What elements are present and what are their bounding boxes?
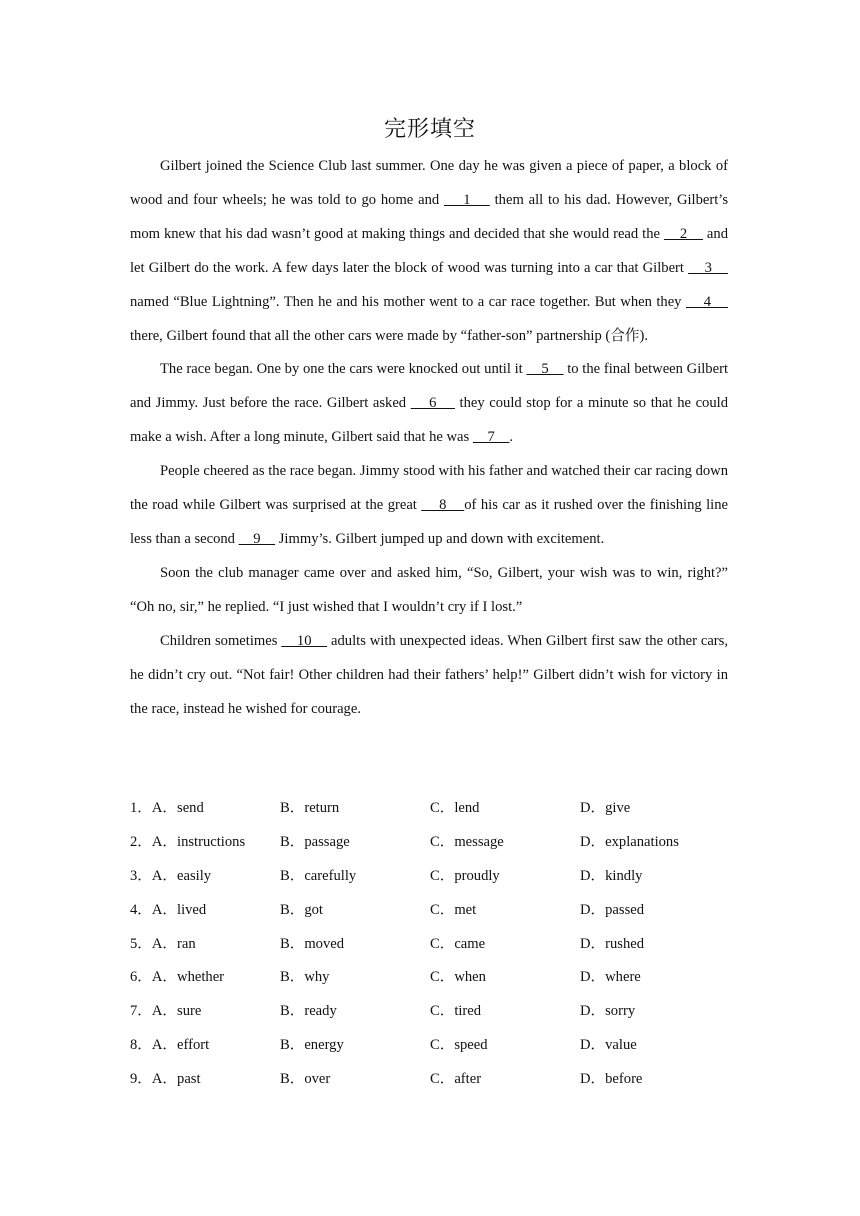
page-title: 完形填空 [383, 117, 476, 142]
passage-text: to the final between Gilbert and Jimmy. Just before the race. Gilbert asked [130, 361, 728, 412]
question-row [130, 826, 730, 860]
option-c: C．came [430, 935, 486, 952]
paragraph-2 [130, 353, 728, 455]
option-d: D．rushed [580, 935, 645, 952]
option-c: C．tired [430, 1003, 482, 1020]
question-row [130, 792, 730, 826]
option-c: C．after [430, 1071, 482, 1088]
option-d: D．sorry [580, 1003, 636, 1020]
question-row [130, 1029, 730, 1063]
option-c: C．when [430, 969, 486, 986]
option-c: C．met [430, 901, 477, 918]
paragraph-3 [130, 455, 728, 557]
passage-text: and let Gilbert do the work. A few days later the block of wood was turning into a car that Gilbert [130, 225, 728, 276]
option-c: C．proudly [430, 867, 500, 884]
option-b: B．why [280, 969, 330, 986]
option-a: 4．A．lived [130, 901, 207, 918]
question-row [130, 928, 730, 962]
blank-8: 8 [421, 497, 465, 514]
option-a: 6．A．whether [130, 969, 225, 986]
option-a: 7．A．sure [130, 1003, 202, 1020]
option-c: C．lend [430, 800, 480, 816]
option-b: B．got [280, 901, 323, 918]
question-row [130, 961, 730, 995]
option-d: D．before [580, 1071, 643, 1088]
passage-text: Children sometimes [160, 632, 282, 649]
blank-2: 2 [663, 225, 703, 242]
question-row [130, 1063, 730, 1097]
option-a: 5．A．ran [130, 935, 196, 952]
option-a: 9．A．past [130, 1071, 201, 1088]
passage-text: Gilbert joined the Science Club last summer. One day he was given a piece of paper, a block of wood and four wheels; he was told to go home and [130, 158, 728, 208]
blank-1: 1 [443, 191, 490, 208]
passage-text: them all to his dad. However, Gilbert’s mom knew that his dad wasn’t good at making things and decided that she would read the [130, 191, 729, 242]
blank-4: 4 [685, 293, 729, 310]
passage-text: there, Gilbert found that all the other cars were made by “father-son” partnership (合作). [130, 327, 648, 344]
question-row [130, 860, 730, 894]
option-b: B．moved [280, 935, 345, 952]
passage-text: People cheered as the race began. Jimmy stood with his father and watched their car racing down the road while Gilbert was surprised at the great [130, 463, 728, 514]
option-d: D．where [580, 969, 641, 986]
paragraph-1 [130, 150, 728, 353]
option-b: B．energy [280, 1037, 344, 1054]
blank-6: 6 [410, 395, 455, 412]
option-d: D．explanations [580, 833, 679, 850]
question-row [130, 995, 730, 1029]
option-c: C．speed [430, 1037, 488, 1054]
passage-text: of his car as it rushed over the finishing line less than a second [130, 497, 729, 547]
blank-9: 9 [238, 530, 276, 547]
paragraph-4 [130, 557, 728, 625]
option-d: D．kindly [580, 867, 643, 884]
paragraph-5 [130, 625, 728, 727]
option-a: 3．A．easily [130, 867, 212, 884]
option-b: B．carefully [280, 867, 357, 884]
passage-text: named “Blue Lightning”. Then he and his mother went to a car race together. But when they [130, 293, 686, 310]
option-b: B．ready [280, 1003, 337, 1020]
option-d: D．passed [580, 901, 645, 918]
option-a: 8．A．effort [130, 1037, 210, 1054]
option-b: B．over [280, 1071, 331, 1088]
question-row [130, 894, 730, 928]
passage-text: adults with unexpected ideas. When Gilbert first saw the other cars, he didn’t cry out. “Not fair! Other children had their fathers’ help!” Gilbert didn’t wish for victory in the race, instead he wished for courage. [130, 632, 728, 717]
option-a: 1．A．send [130, 800, 204, 816]
option-d: D．value [580, 1037, 637, 1054]
blank-10: 10 [281, 632, 328, 649]
blank-7: 7 [472, 429, 510, 446]
option-b: B．return [280, 800, 340, 816]
passage-text: The race began. One by one the cars were knocked out until it [160, 361, 527, 378]
passage-text: they could stop for a minute so that he could make a wish. After a long minute, Gilbert said that he was [130, 395, 728, 446]
blank-3: 3 [688, 259, 729, 276]
passage [130, 150, 728, 726]
option-d: D．give [580, 800, 631, 816]
blank-5: 5 [526, 361, 564, 378]
option-a: 2．A．instructions [130, 833, 246, 850]
question-list [130, 792, 730, 1097]
option-b: B．passage [280, 833, 350, 850]
passage-text: . [509, 429, 514, 446]
passage-text: Jimmy’s. Gilbert jumped up and down with excitement. [275, 530, 605, 547]
passage-text: Soon the club manager came over and asked him, “So, Gilbert, your wish was to win, right?” “Oh no, sir,” he replied. “I just wished that I wouldn’t cry if I lost.” [130, 564, 728, 615]
option-c: C．message [430, 833, 504, 850]
